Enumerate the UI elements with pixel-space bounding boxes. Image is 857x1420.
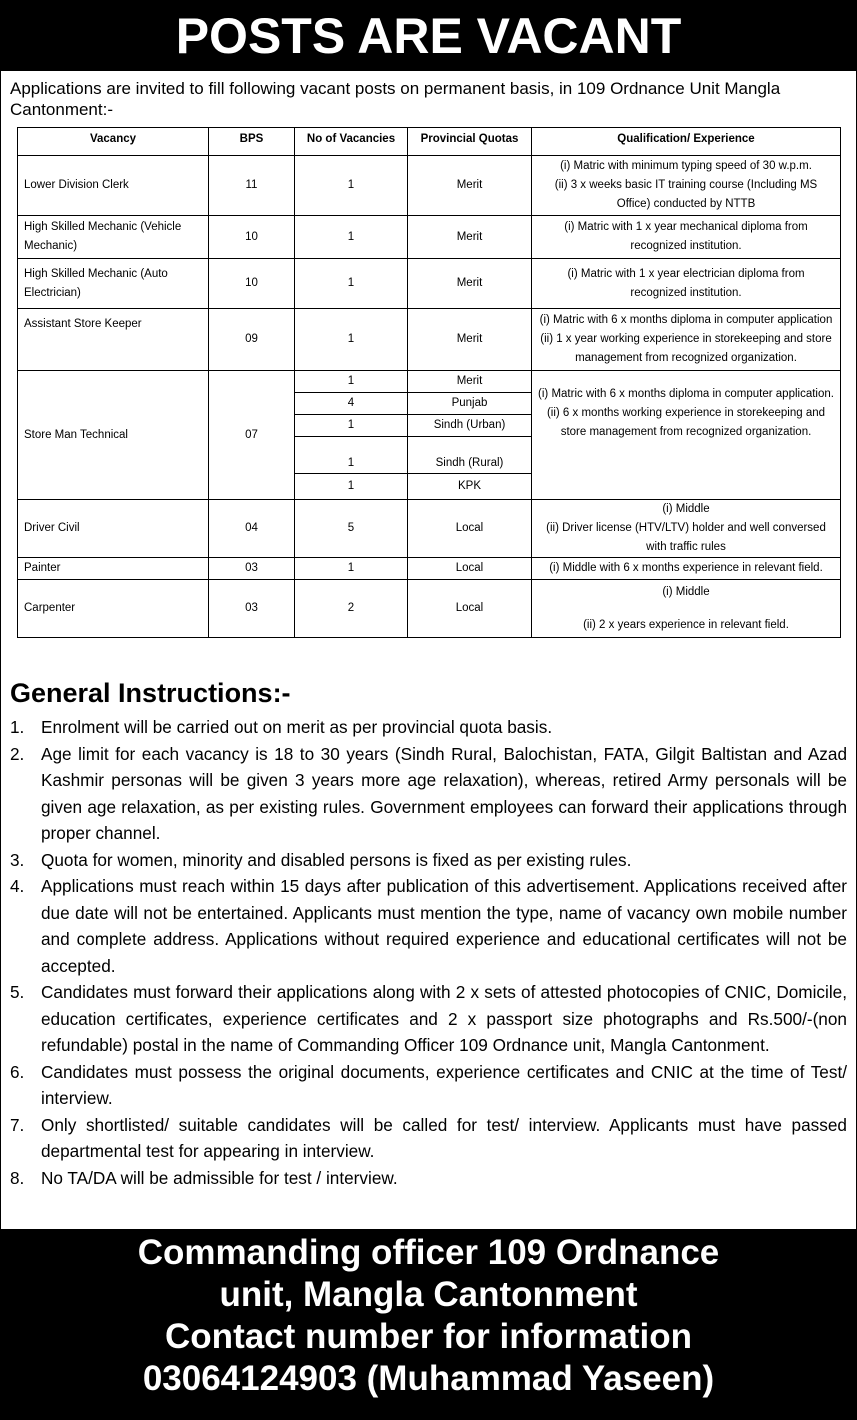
- list-number: 3.: [10, 849, 25, 870]
- instructions-list: [10, 714, 847, 1191]
- quota-value: Local: [408, 558, 532, 580]
- list-number: 8.: [10, 1167, 25, 1188]
- vacancy-count: 5: [295, 500, 408, 558]
- list-item: [10, 847, 847, 874]
- quota-value: Punjab: [408, 393, 532, 415]
- quota-value: Local: [408, 500, 532, 558]
- list-number: 4.: [10, 876, 25, 896]
- contact-line: Contact number for information: [165, 1317, 692, 1356]
- bps-value: 07: [209, 371, 295, 500]
- list-text: No TA/DA will be admissible for test / interview.: [41, 1167, 398, 1188]
- qualification-cell: [532, 216, 841, 259]
- qualification-cell: [532, 309, 841, 371]
- list-number: 7.: [10, 1114, 25, 1135]
- table-row: [18, 259, 841, 309]
- bps-value: 11: [209, 156, 295, 216]
- vacancy-name: High Skilled Mechanic (Vehicle Mechanic): [18, 216, 209, 259]
- header-qualification: Qualification/ Experience: [532, 128, 841, 156]
- qualification-line: (ii) 2 x years experience in relevant field.: [583, 618, 789, 631]
- list-text: Quota for women, minority and disabled persons is fixed as per existing rules.: [41, 849, 632, 870]
- qualification-line: (i) Matric with 1 x year electrician diploma from recognized institution.: [567, 267, 805, 299]
- qualification-cell: [532, 371, 841, 500]
- table-header-row: [18, 128, 841, 156]
- vacancy-count: 1: [295, 309, 408, 371]
- bps-value: 03: [209, 580, 295, 638]
- vacancy-name: Driver Civil: [18, 500, 209, 558]
- qualification-line: (i) Matric with 6 x months diploma in computer application.: [538, 388, 834, 400]
- qualification-line: (i) Middle: [662, 585, 710, 598]
- vacancy-count: 1: [295, 371, 408, 393]
- header-bps: BPS: [209, 128, 295, 156]
- list-text: Candidates must forward their applications along with 2 x sets of attested photocopies of CNIC, Domicile, education certificates, experience certificates and 2 x passport size photographs and Rs.500/-(non refundable) postal in the name of Commanding Officer 109 Ordnance unit, Mangla Cantonment.: [41, 982, 847, 1055]
- qualification-line: (i) Matric with 6 x months diploma in computer application: [539, 314, 833, 326]
- list-item: [10, 1059, 847, 1112]
- vacancy-count: 1: [295, 216, 408, 259]
- vacancy-name: Assistant Store Keeper: [18, 309, 209, 371]
- contact-line: unit, Mangla Cantonment: [219, 1275, 638, 1314]
- list-number: 2.: [10, 743, 25, 764]
- list-item: [10, 873, 847, 979]
- header-vacancies: No of Vacancies: [295, 128, 408, 156]
- intro-text: Applications are invited to fill following vacant posts on permanent basis, in 109 Ordnance Unit Mangla Cantonment:-: [10, 79, 781, 119]
- bps-value: 03: [209, 558, 295, 580]
- qualification-line: (ii) 1 x year working experience in storekeeping and store management from recognized organization.: [540, 333, 832, 364]
- list-number: 6.: [10, 1061, 25, 1082]
- qualification-line: (ii) 3 x weeks basic IT training course (Including MS Office) conducted by NTTB: [554, 179, 818, 210]
- vacancy-count: 2: [295, 580, 408, 638]
- qualification-line: (i) Middle: [662, 503, 710, 515]
- header-vacancy: Vacancy: [18, 128, 209, 156]
- list-item: [10, 1165, 847, 1192]
- list-number: 5.: [10, 982, 25, 1002]
- vacancy-name: Painter: [18, 558, 209, 580]
- qualification-cell: [532, 156, 841, 216]
- vacancy-name: Carpenter: [18, 580, 209, 638]
- bps-value: 10: [209, 259, 295, 309]
- table-row: [18, 500, 841, 558]
- quota-value: Merit: [408, 156, 532, 216]
- vacancy-count: 1: [295, 474, 408, 500]
- table-row: [18, 558, 841, 580]
- qualification-cell: [532, 580, 841, 638]
- quota-value: KPK: [408, 474, 532, 500]
- vacancy-count: 1: [295, 558, 408, 580]
- vacancy-name: Store Man Technical: [18, 371, 209, 500]
- bps-value: 09: [209, 309, 295, 371]
- vacancy-count: 4: [295, 393, 408, 415]
- list-number: 1.: [10, 717, 25, 737]
- qualification-cell: [532, 558, 841, 580]
- bps-value: 04: [209, 500, 295, 558]
- qualification-line: (i) Middle with 6 x months experience in relevant field.: [549, 562, 823, 574]
- list-text: Candidates must possess the original documents, experience certificates and CNIC at the time of Test/ interview.: [41, 1061, 847, 1108]
- quota-value: Merit: [408, 371, 532, 393]
- table-row: [18, 371, 841, 393]
- list-text: Applications must reach within 15 days after publication of this advertisement. Applications received after due date will not be entertained. Applicants must mention the type, name of vacancy own mobile number and complete address. Applications without required experience and educational certificates will not be accepted.: [41, 876, 847, 976]
- quota-value: Sindh (Rural): [408, 437, 532, 474]
- qualification-line: (i) Matric with minimum typing speed of 30 w.p.m.: [560, 160, 812, 172]
- quota-value: Merit: [408, 309, 532, 371]
- qualification-line: (ii) 6 x months working experience in storekeeping and store management from recognized organization.: [546, 407, 826, 438]
- contact-banner: [0, 1229, 857, 1420]
- list-item: [10, 714, 847, 741]
- vacancy-table: [17, 127, 841, 638]
- quota-value: Local: [408, 580, 532, 638]
- page-title: POSTS ARE VACANT: [0, 0, 857, 71]
- quota-value: Sindh (Urban): [408, 415, 532, 437]
- contact-line: Commanding officer 109 Ordnance: [137, 1233, 720, 1272]
- instructions-title: General Instructions:-: [10, 678, 291, 708]
- table-row: [18, 580, 841, 638]
- quota-value: Merit: [408, 259, 532, 309]
- list-item: [10, 979, 847, 1059]
- list-text: Age limit for each vacancy is 18 to 30 years (Sindh Rural, Balochistan, FATA, Gilgit Baltistan and Azad Kashmir personas will be given 3 years more age relaxation), whereas, retired Army personals will be given age relaxation, as per existing rules. Government employees can forward their applications through proper channel.: [41, 743, 847, 843]
- list-text: Enrolment will be carried out on merit as per provincial quota basis.: [41, 717, 553, 737]
- list-text: Only shortlisted/ suitable candidates will be called for test/ interview. Applicants must have passed departmental test for appearing in interview.: [41, 1114, 847, 1161]
- table-row: [18, 216, 841, 259]
- qualification-cell: [532, 259, 841, 309]
- header-quotas: Provincial Quotas: [408, 128, 532, 156]
- bps-value: 10: [209, 216, 295, 259]
- vacancy-name: Lower Division Clerk: [18, 156, 209, 216]
- qualification-line: (ii) Driver license (HTV/LTV) holder and well conversed with traffic rules: [546, 522, 826, 553]
- qualification-cell: [532, 500, 841, 558]
- list-item: [10, 1112, 847, 1165]
- vacancy-count: 1: [295, 259, 408, 309]
- vacancy-name: High Skilled Mechanic (Auto Electrician): [18, 259, 209, 309]
- quota-value: Merit: [408, 216, 532, 259]
- vacancy-count: 1: [295, 415, 408, 437]
- qualification-line: (i) Matric with 1 x year mechanical diploma from recognized institution.: [564, 221, 808, 252]
- vacancy-count: 1: [295, 437, 408, 474]
- list-item: [10, 741, 847, 847]
- vacancy-count: 1: [295, 156, 408, 216]
- contact-phone: 03064124903 (Muhammad Yaseen): [142, 1359, 715, 1398]
- table-row: [18, 156, 841, 216]
- table-row: [18, 309, 841, 371]
